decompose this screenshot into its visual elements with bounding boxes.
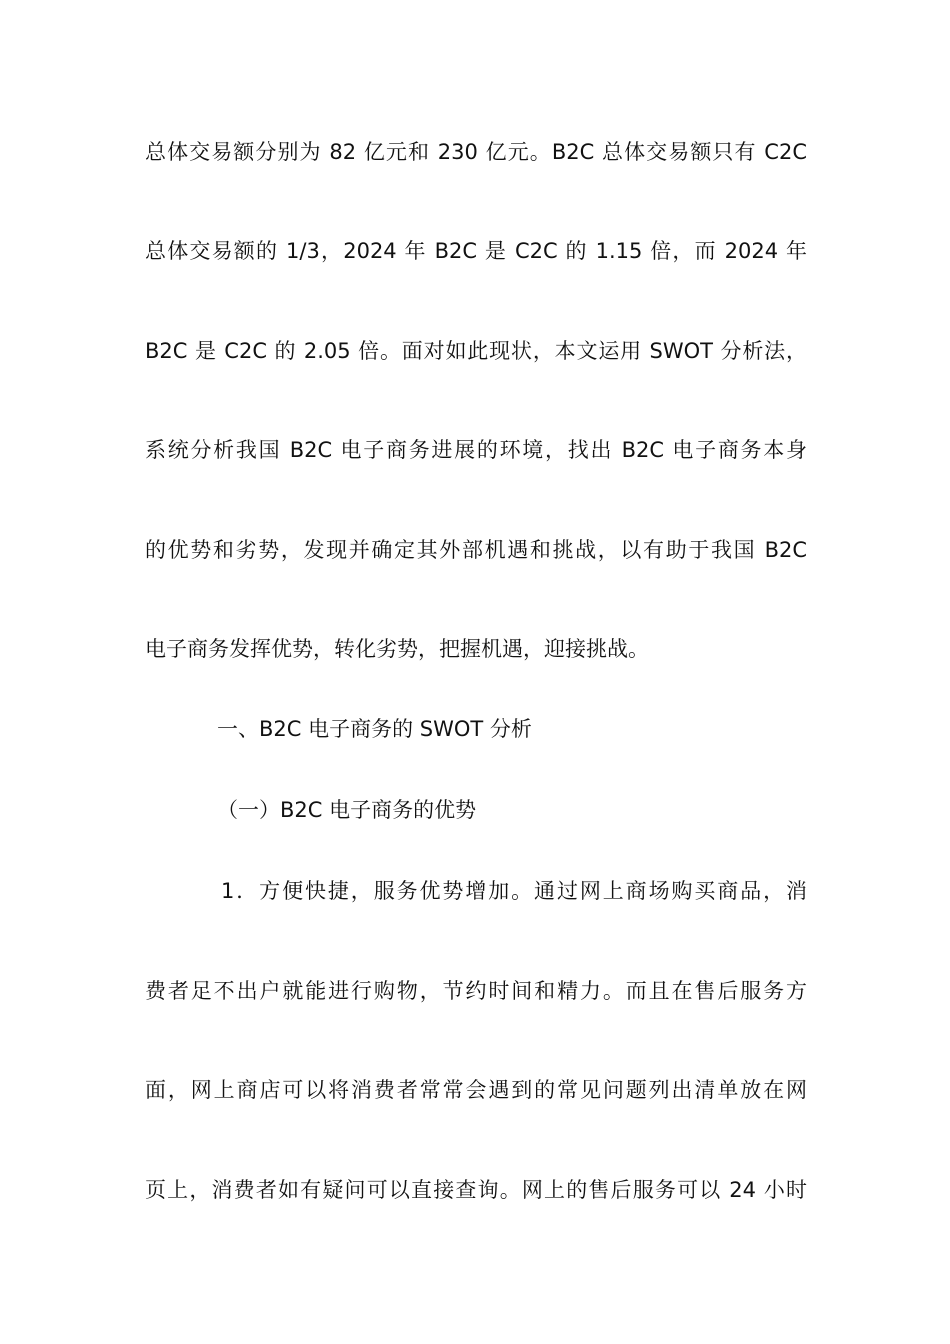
paragraph-line-4: 系统分析我国 B2C 电子商务进展的环境，找出 B2C 电子商务本身 xyxy=(145,438,807,462)
paragraph-line-2: 总体交易额的 1/3，2024 年 B2C 是 C2C 的 1.15 倍，而 2024 年 xyxy=(145,239,807,263)
paragraph-line-5: 的优势和劣势，发现并确定其外部机遇和挑战，以有助于我国 B2C xyxy=(145,538,807,562)
paragraph2-line-2: 费者足不出户就能进行购物，节约时间和精力。而且在售后服务方 xyxy=(145,979,807,1003)
paragraph2-line-1: 1．方便快捷，服务优势增加。通过网上商场购买商品，消 xyxy=(221,879,807,903)
paragraph2-line-4: 页上，消费者如有疑问可以直接查询。网上的售后服务可以 24 小时 xyxy=(145,1178,807,1202)
subsection-heading: （一）B2C 电子商务的优势 xyxy=(217,798,477,822)
paragraph-line-1: 总体交易额分别为 82 亿元和 230 亿元。B2C 总体交易额只有 C2C xyxy=(145,140,807,164)
section-heading: 一、B2C 电子商务的 SWOT 分析 xyxy=(217,717,532,741)
paragraph2-line-3: 面，网上商店可以将消费者常常会遇到的常见问题列出清单放在网 xyxy=(145,1078,807,1102)
paragraph-line-6: 电子商务发挥优势，转化劣势，把握机遇，迎接挑战。 xyxy=(145,637,649,661)
paragraph-line-3: B2C 是 C2C 的 2.05 倍。面对如此现状，本文运用 SWOT 分析法， xyxy=(145,339,807,363)
